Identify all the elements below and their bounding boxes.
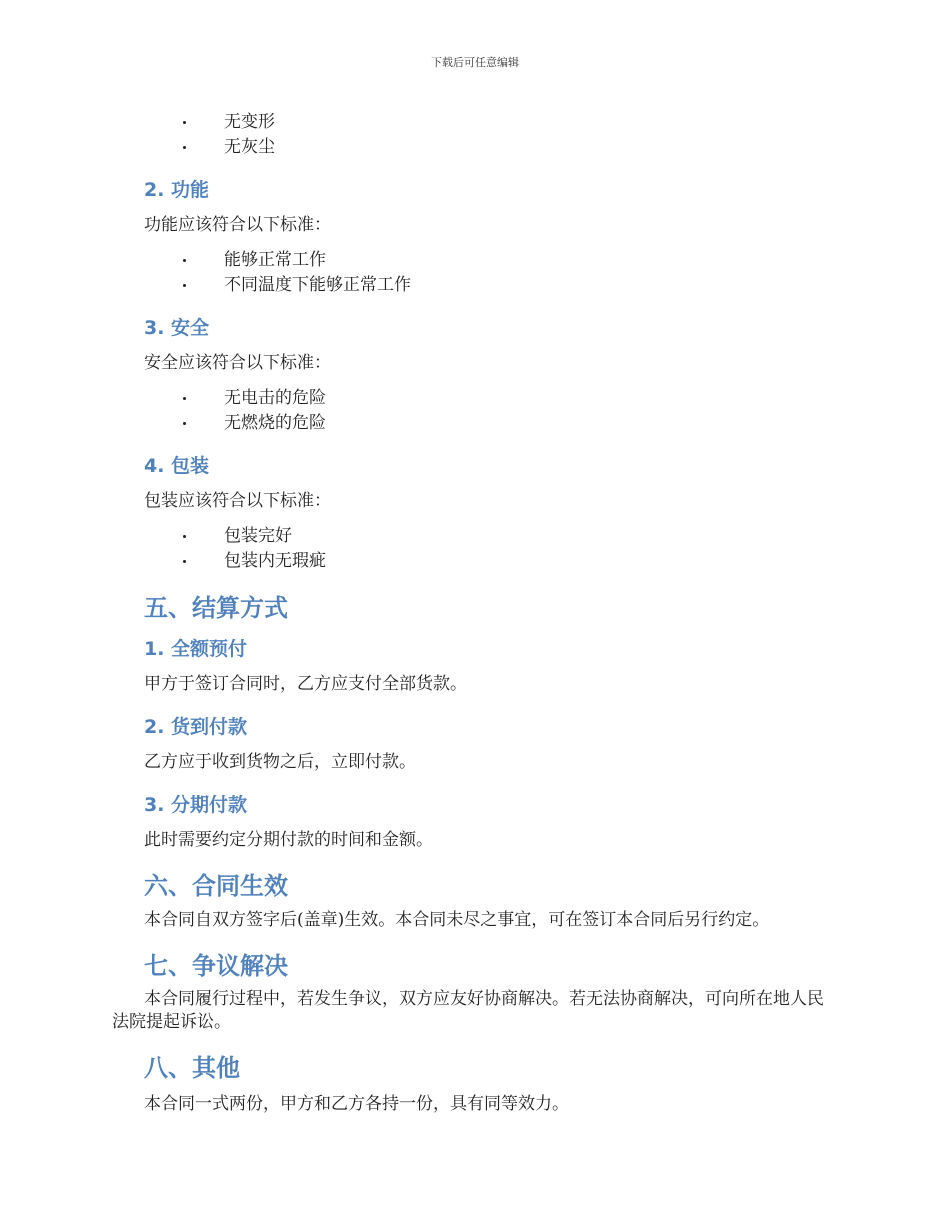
bullet-icon bbox=[183, 560, 186, 563]
bullet-icon bbox=[183, 284, 186, 287]
dispute-heading: 七、争议解决 bbox=[144, 952, 288, 980]
effective-heading: 六、合同生效 bbox=[144, 872, 288, 900]
function-heading: 2. 功能 bbox=[144, 179, 210, 201]
header-note: 下载后可任意编辑 bbox=[431, 56, 519, 69]
cod-text: 乙方应于收到货物之后，立即付款。 bbox=[144, 752, 416, 772]
packaging-heading: 4. 包装 bbox=[144, 455, 210, 477]
bullet-icon bbox=[183, 121, 186, 124]
bullet-icon bbox=[183, 397, 186, 400]
packaging-intro: 包装应该符合以下标准： bbox=[144, 491, 331, 511]
function-intro: 功能应该符合以下标准： bbox=[144, 215, 331, 235]
bullet-icon bbox=[183, 535, 186, 538]
cod-heading: 2. 货到付款 bbox=[144, 716, 248, 738]
bullet-icon bbox=[183, 422, 186, 425]
full-prepay-text: 甲方于签订合同时，乙方应支付全部货款。 bbox=[144, 674, 467, 694]
bullet-icon bbox=[183, 259, 186, 262]
dispute-text: 本合同履行过程中，若发生争议，双方应友好协商解决。若无法协商解决，可向所在地人民法院提起诉讼。 bbox=[112, 989, 824, 1032]
other-text: 本合同一式两份，甲方和乙方各持一份，具有同等效力。 bbox=[144, 1094, 569, 1114]
installment-heading: 3. 分期付款 bbox=[144, 794, 248, 816]
full-prepay-heading: 1. 全额预付 bbox=[144, 638, 248, 660]
settlement-heading: 五、结算方式 bbox=[144, 594, 288, 622]
bullet-icon bbox=[183, 146, 186, 149]
safety-intro: 安全应该符合以下标准： bbox=[144, 353, 331, 373]
installment-text: 此时需要约定分期付款的时间和金额。 bbox=[144, 830, 433, 850]
safety-heading: 3. 安全 bbox=[144, 317, 210, 339]
effective-text: 本合同自双方签字后(盖章)生效。本合同未尽之事宜，可在签订本合同后另行约定。 bbox=[144, 910, 770, 930]
other-heading: 八、其他 bbox=[144, 1054, 240, 1082]
